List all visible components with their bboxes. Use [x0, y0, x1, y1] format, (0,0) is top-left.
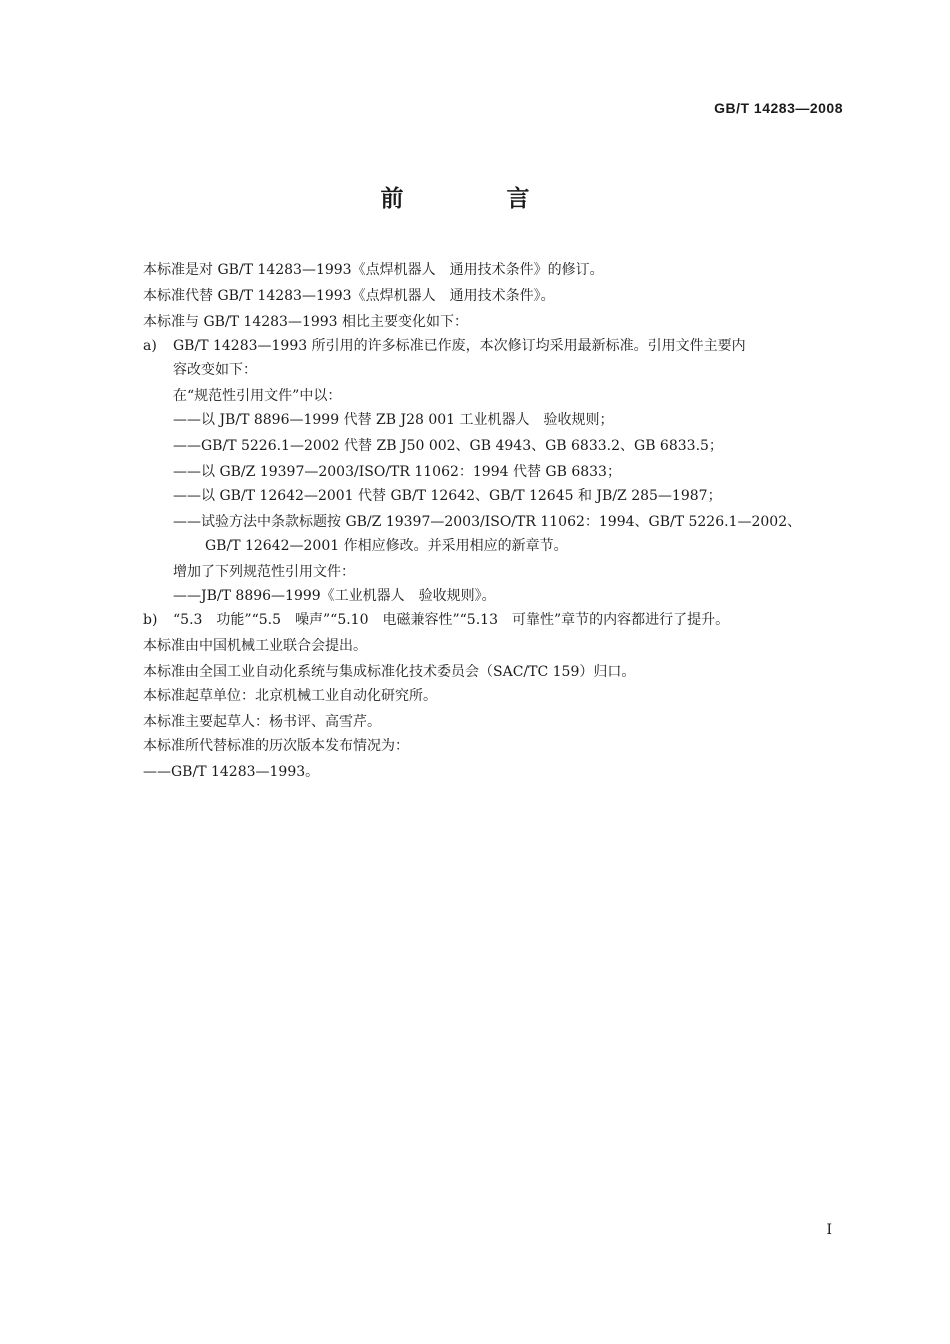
list-item-line: ——以 JB/T 8896—1999 代替 ZB J28 001 工业机器人 验收规则；: [173, 412, 614, 428]
list-item-line: ——试验方法中条款标题按 GB/Z 19397—2003/ISO/TR 11062：1994、GB/T 5226.1—2002、: [173, 514, 802, 530]
paragraph-line: 本标准是对 GB/T 14283—1993《点焊机器人 通用技术条件》的修订。: [143, 262, 604, 278]
paragraph-line: 本标准由中国机械工业联合会提出。: [143, 638, 367, 654]
list-item-line: “5.3 功能”“5.5 噪声”“5.10 电磁兼容性”“5.13 可靠性”章节的内容都进行了提升。: [173, 612, 730, 628]
list-marker-a: a): [143, 338, 157, 354]
paragraph-line: 本标准起草单位：北京机械工业自动化研究所。: [143, 688, 437, 704]
list-item-line: 增加了下列规范性引用文件：: [173, 564, 355, 580]
list-item-line: 在“规范性引用文件”中以：: [173, 388, 342, 404]
paragraph-line: 本标准与 GB/T 14283—1993 相比主要变化如下：: [143, 314, 469, 330]
list-item-line: ——以 GB/Z 19397—2003/ISO/TR 11062：1994 代替 GB 6833；: [173, 464, 621, 480]
page-number: I: [826, 1222, 832, 1238]
list-marker-b: b): [143, 612, 158, 628]
standard-code: GB/T 14283—2008: [714, 100, 843, 116]
list-item-line: ——JB/T 8896—1999《工业机器人 验收规则》。: [173, 588, 496, 604]
paragraph-line: ——GB/T 14283—1993。: [143, 764, 320, 780]
paragraph-line: 本标准由全国工业自动化系统与集成标准化技术委员会（SAC/TC 159）归口。: [143, 664, 636, 680]
paragraph-line: 本标准所代替标准的历次版本发布情况为：: [143, 738, 409, 754]
list-item-line: ——GB/T 5226.1—2002 代替 ZB J50 002、GB 4943、GB 6833.2、GB 6833.5；: [173, 438, 723, 454]
list-item-line: 容改变如下：: [173, 362, 257, 378]
list-item-line: ——以 GB/T 12642—2001 代替 GB/T 12642、GB/T 12645 和 JB/Z 285—1987；: [173, 488, 722, 504]
page-title: 前 言: [380, 186, 570, 212]
paragraph-line: 本标准代替 GB/T 14283—1993《点焊机器人 通用技术条件》。: [143, 288, 555, 304]
paragraph-line: 本标准主要起草人：杨书评、高雪芹。: [143, 714, 381, 730]
list-item-line: GB/T 14283—1993 所引用的许多标准已作废，本次修订均采用最新标准。引用文件主要内: [173, 338, 746, 354]
list-item-line: GB/T 12642—2001 作相应修改。并采用相应的新章节。: [205, 538, 568, 554]
